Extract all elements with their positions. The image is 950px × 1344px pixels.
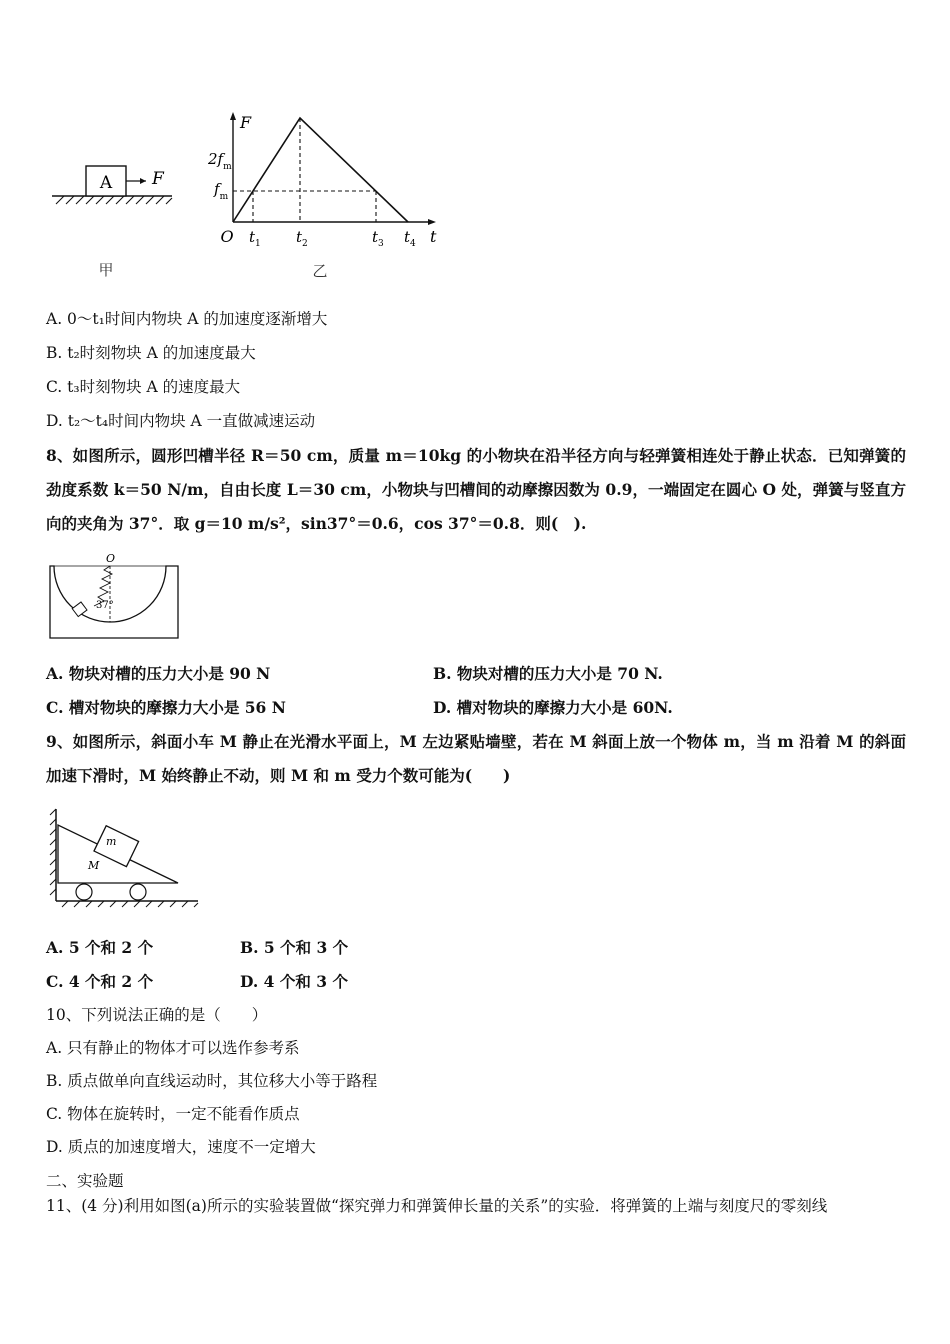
figure-yi-graph xyxy=(200,108,450,283)
block-a-label: A xyxy=(99,173,113,193)
q8-option-a: A. 物块对槽的压力大小是 90 N xyxy=(46,664,271,683)
axis-t-label: t xyxy=(430,227,437,246)
q9-option-a: A. 5 个和 2 个 xyxy=(46,938,154,957)
tick-t1: $t_1$ xyxy=(249,228,261,249)
q10-option-c: C. 物体在旋转时，一定不能看作质点 xyxy=(46,1105,300,1123)
force-curve xyxy=(233,118,408,222)
tick-t3: $t_3$ xyxy=(372,228,384,249)
figure-q9-incline xyxy=(48,805,203,910)
q8-option-d: D. 槽对物块的摩擦力大小是 60N. xyxy=(433,698,673,717)
q10-stem: 10、下列说法正确的是（ ） xyxy=(46,1006,268,1024)
q7-option-a: A. 0～t₁时间内物块 A 的加速度逐渐增大 xyxy=(46,310,328,328)
center-o-label: O xyxy=(106,552,116,565)
tick-t4: $t_4$ xyxy=(404,228,416,249)
angle-label: 37° xyxy=(96,600,114,611)
q10-option-b: B. 质点做单向直线运动时，其位移大小等于路程 xyxy=(46,1072,378,1090)
origin-label: O xyxy=(220,227,234,246)
force-label: F xyxy=(152,169,164,189)
q8-option-c: C. 槽对物块的摩擦力大小是 56 N xyxy=(46,698,286,717)
q9-option-b: B. 5 个和 3 个 xyxy=(240,938,349,957)
q8-stem: 8、如图所示，圆形凹槽半径 R＝50 cm，质量 m＝10kg 的小物块在沿半径方向与轻弹簧相连处于静止状态．已知弹簧的劲度系数 k＝50 N/m，自由长度 L＝30 cm，小物块与凹槽间的动摩擦因数为 0.9，一端固定在圆心 O 处，弹簧与竖直方向的夹角为 37°．取 g＝10 m/s²，sin37°＝0.6，cos 37°＝0.8．则( ). xyxy=(46,446,906,533)
block-m-label: m xyxy=(106,835,117,848)
q7-option-c: C. t₃时刻物块 A 的速度最大 xyxy=(46,378,241,396)
q11-stem: 11、(4 分)利用如图(a)所示的实验装置做“探究弹力和弹簧伸长量的关系”的实验．将弹簧的上端与刻度尺的零刻线 xyxy=(46,1197,828,1215)
q7-option-d: D. t₂～t₄时间内物块 A 一直做减速运动 xyxy=(46,412,316,430)
tick-t2: $t_2$ xyxy=(296,228,308,249)
caption-yi: 乙 xyxy=(312,262,328,280)
figure-jia xyxy=(48,160,188,290)
figure-q8-groove xyxy=(46,550,186,642)
q10-option-a: A. 只有静止的物体才可以选作参考系 xyxy=(46,1039,300,1057)
axis-f-label: F xyxy=(240,113,252,132)
cart-m-label: M xyxy=(88,859,100,872)
q9-option-d: D. 4 个和 3 个 xyxy=(240,972,348,991)
q7-option-b: B. t₂时刻物块 A 的加速度最大 xyxy=(46,344,256,362)
tick-2fm: $2f_m$ xyxy=(208,150,232,172)
q9-stem: 9、如图所示，斜面小车 M 静止在光滑水平面上，M 左边紧贴墙壁，若在 M 斜面上放一个物体 m，当 m 沿着 M 的斜面加速下滑时，M 始终静止不动，则 M 和 m 受力个数可能为( ) xyxy=(46,732,906,785)
q10-option-d: D. 质点的加速度增大，速度不一定增大 xyxy=(46,1138,316,1156)
q8-option-b: B. 物块对槽的压力大小是 70 N. xyxy=(433,664,663,683)
q9-option-c: C. 4 个和 2 个 xyxy=(46,972,154,991)
tick-fm: $f_m$ xyxy=(214,180,229,202)
caption-jia: 甲 xyxy=(98,261,114,279)
section-title: 二、实验题 xyxy=(46,1172,124,1190)
